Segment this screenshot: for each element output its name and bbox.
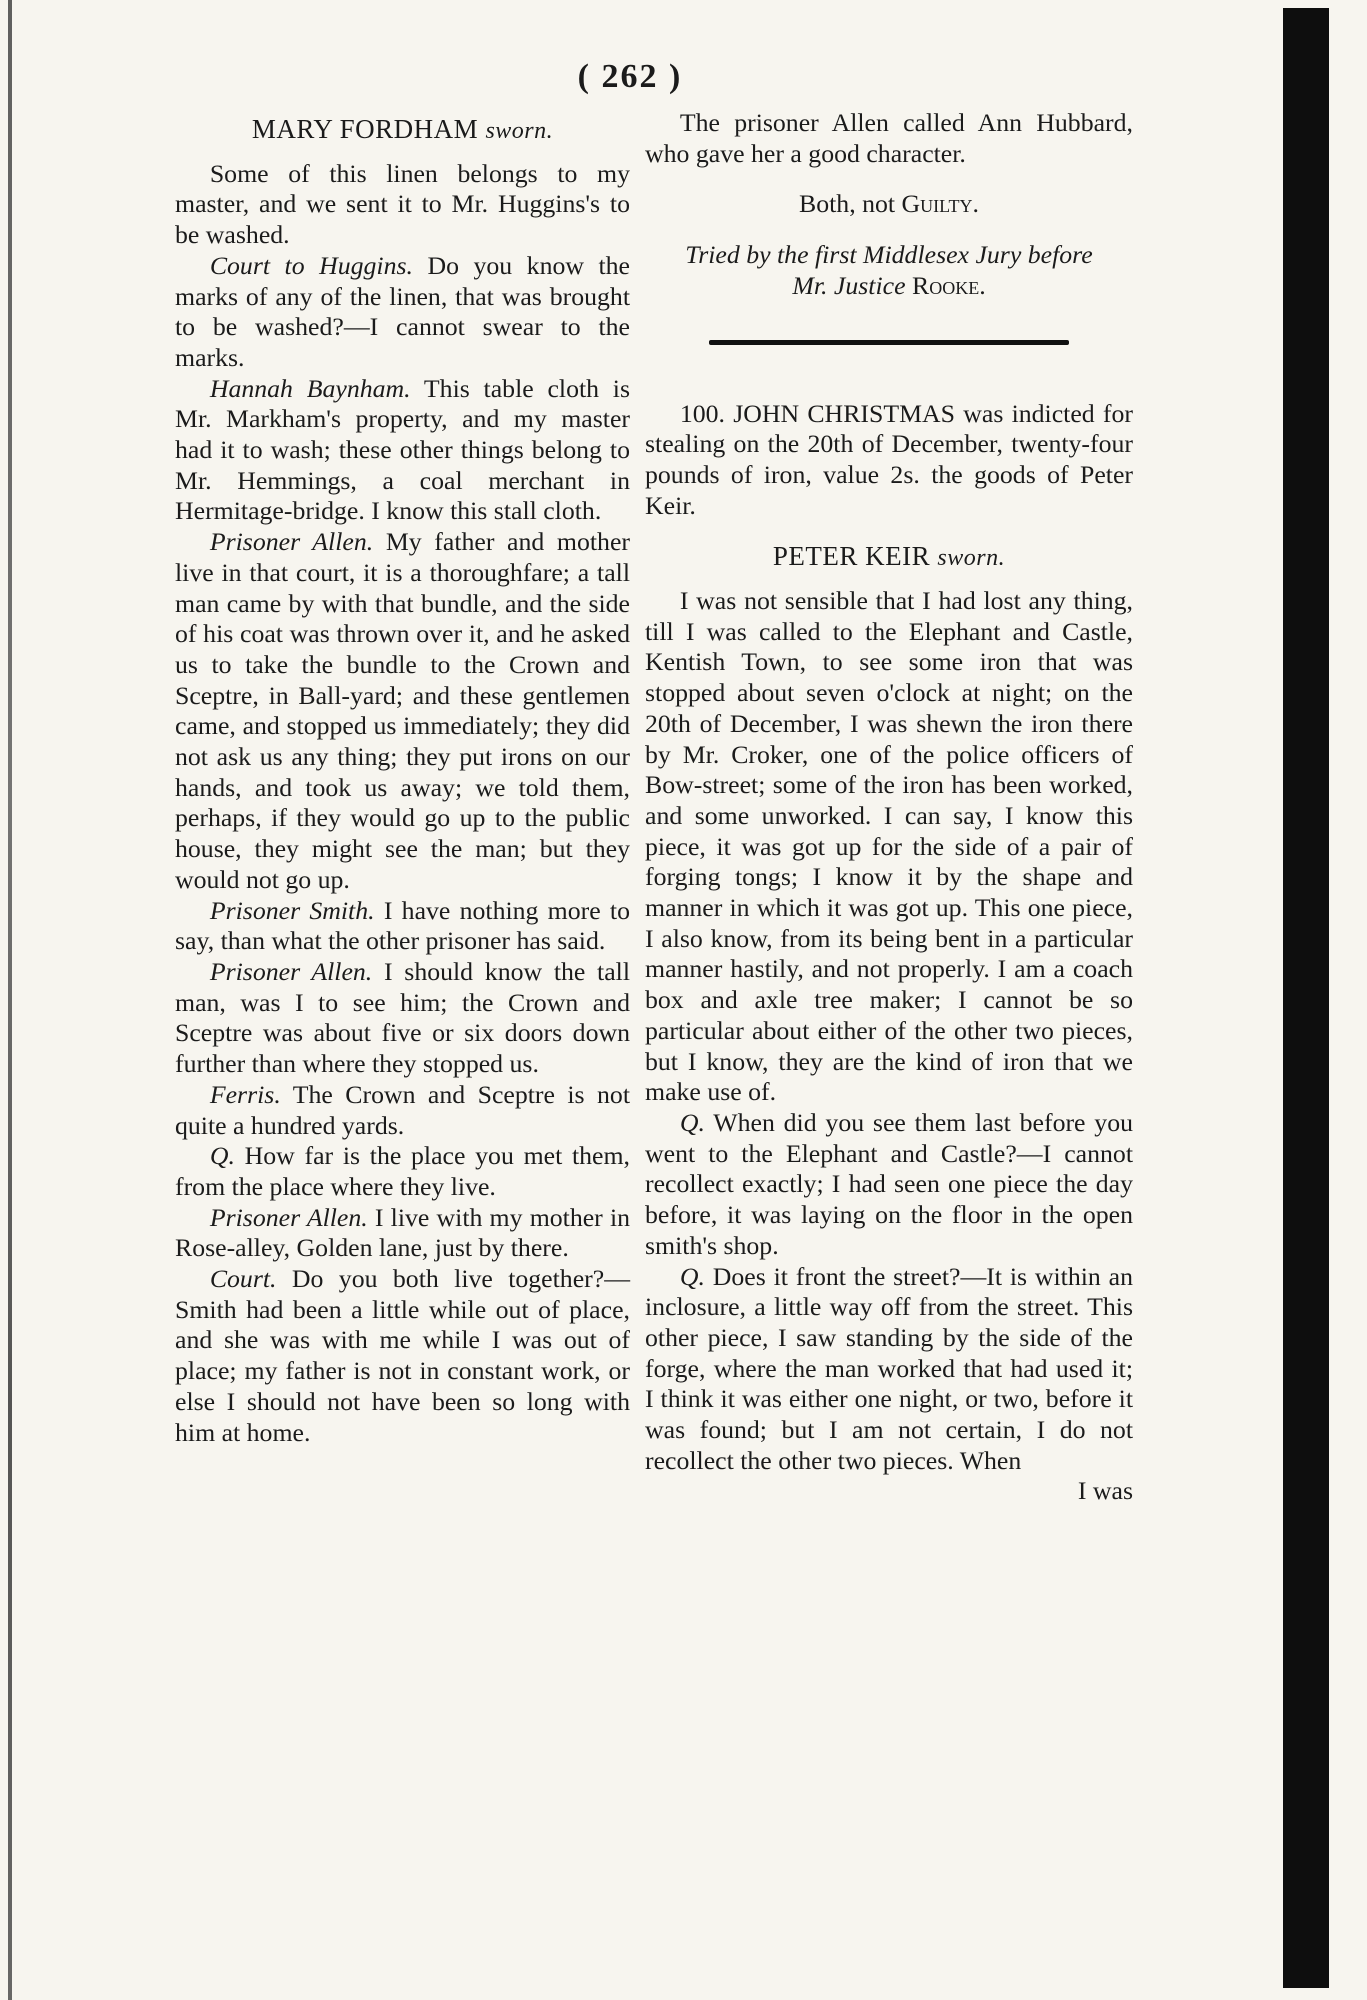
page-number: ( 262 ) (577, 58, 683, 95)
testimony-text: I live with my mother in Rose-alley, Golden lane, just by there. (175, 1202, 631, 1263)
witness-name: MARY FORDHAM (251, 114, 479, 144)
speaker: Hannah Baynham. (209, 373, 411, 403)
verdict (645, 189, 1133, 220)
testimony-text: When did you see them last before you went to the Elephant and Castle?—I cannot recollect exactly; I had seen one piece the day before, it was laying on the floor in the open smith's shop. (645, 1107, 1134, 1260)
witness-heading-peter-keir (645, 541, 1133, 574)
case-indictment: 100. JOHN CHRISTMAS was indicted for stealing on the 20th of December, twenty-four pounds of iron, value 2s. the goods of Peter Keir. (645, 398, 1133, 520)
testimony-text: How far is the place you met them, from the place where they live. (175, 1141, 630, 1201)
testimony-text: Do you know the marks of any of the linen, that was brought to be washed?—I cannot swear to the marks. (175, 250, 630, 372)
testimony-paragraph (175, 1264, 630, 1448)
witness-name: PETER KEIR (772, 541, 931, 572)
speaker: Court. (209, 1264, 277, 1294)
testimony-paragraph (175, 159, 630, 251)
section-divider (709, 340, 1069, 345)
testimony-text: I have nothing more to say, than what the other prisoner has said. (175, 895, 630, 956)
testimony-paragraph (645, 1262, 1133, 1477)
character-witness-note: The prisoner Allen called Ann Hubbard, who gave her a good character. (645, 108, 1133, 168)
speaker: Prisoner Allen. (209, 1202, 368, 1232)
testimony-text: I should know the tall man, was I to see him; the Crown and Sceptre was about five or six doors down further than where they stopped us. (175, 956, 631, 1079)
testimony-paragraph (175, 1080, 630, 1141)
testimony-paragraph (175, 1203, 630, 1264)
scan-edge-shadow (1283, 8, 1329, 1988)
right-column (645, 108, 1133, 1507)
testimony-text: The Crown and Sceptre is not quite a hundred yards. (175, 1079, 630, 1140)
speaker: Ferris. (209, 1079, 281, 1109)
testimony-paragraph (645, 1108, 1133, 1262)
testimony-text: Do you both live together?—Smith had been a little while out of place, and she was with me while I was out of place; my father is not in constant work, or else I should not have been so long with him at home. (175, 1264, 630, 1447)
tried-line-2 (645, 271, 1133, 302)
testimony-text: My father and mother live in that court, it is a thoroughfare; a tall man came by with that bundle, and the side of his coat was thrown over it, and he asked us to take the bundle to the Crown and Sceptre, in Ball-yard; and these gentlemen came, and stopped us immediately; they did not ask us any thing; they put irons on our hands, and took us away; we told them, perhaps, if they would go up to the public house, they might see the man; but they would not go up. (175, 527, 630, 894)
speaker: Q. (679, 1107, 705, 1137)
testimony-text: I was not sensible that I had lost any thing, till I was called to the Elephant and Castle, Kentish Town, to see some iron that was stopped about seven o'clock at night; on the 20th of December, I was shewn the iron there by Mr. Croker, one of the police officers of Bow-street; some of the iron has been worked, and some unworked. I can say, I know this piece, it was got up for the side of a pair of forging tongs; I know it by the shape and manner in which it was got up. This one piece, I also know, from its being bent in a particular manner hastily, and not properly. I am a coach box and axle tree maker; I cannot be so particular about either of the other two pieces, but I know, they are the kind of iron that we make use of. (645, 586, 1133, 1107)
testimony-paragraph (175, 251, 630, 374)
speaker: Prisoner Allen. (209, 956, 373, 986)
verdict-word: Guilty. (901, 189, 979, 219)
testimony-paragraph (175, 527, 630, 895)
left-margin-rule (8, 0, 12, 2000)
speaker: Prisoner Allen. (209, 527, 374, 557)
witness-heading-mary-fordham (175, 114, 630, 147)
speaker: Q. (679, 1261, 705, 1291)
testimony-paragraph (645, 586, 1133, 1108)
testimony-text: This table cloth is Mr. Markham's property, and my master had it to wash; these other things belong to Mr. Hemmings, a coal merchant in Hermitage-bridge. I know this stall cloth. (175, 373, 631, 526)
testimony-text: Does it front the street?—It is within an inclosure, a little way off from the street. This other piece, I saw standing by the side of the forge, where the man worked that had used it; I think it was either one night, or two, before it was found; but I am not certain, I do not recollect the other two pieces. When (645, 1261, 1133, 1475)
tried-judge-title: Mr. Justice (792, 270, 906, 300)
judge-name: Rooke. (912, 270, 986, 300)
sworn-label: sworn. (485, 118, 554, 144)
verdict-prefix: Both, not (799, 189, 896, 219)
testimony-paragraph (175, 1141, 630, 1202)
testimony-paragraph (175, 374, 630, 528)
speaker: Court to Huggins. (209, 250, 413, 280)
testimony-paragraph (175, 896, 630, 957)
catchword: I was (1077, 1476, 1133, 1506)
left-column (175, 108, 630, 1448)
testimony-text: Some of this linen belongs to my master, and we sent it to Mr. Huggins's to be washed. (175, 158, 630, 250)
sworn-label: sworn. (937, 545, 1006, 572)
testimony-paragraph (175, 957, 630, 1080)
speaker: Prisoner Smith. (209, 895, 375, 925)
speaker: Q. (209, 1141, 235, 1171)
tried-line-1: Tried by the first Middlesex Jury before (685, 240, 1093, 270)
